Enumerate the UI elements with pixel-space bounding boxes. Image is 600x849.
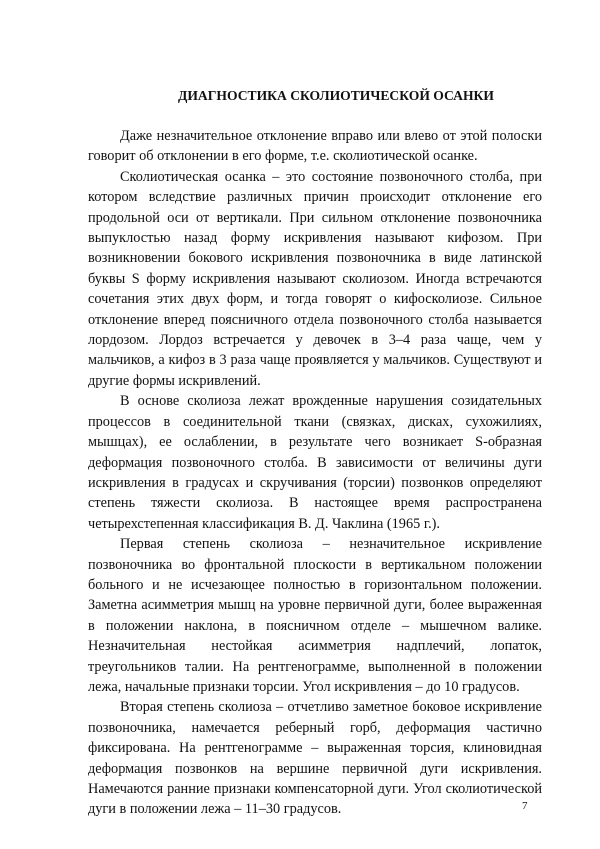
page-title: ДИАГНОСТИКА СКОЛИОТИЧЕСКОЙ ОСАНКИ (177, 88, 494, 103)
paragraph-scoliotic-posture: Сколиотическая осанка – это состояние позвоночного столба, при котором вследствие различных причин происходит отклонение его продольной оси от вертикали. При сильном отклонение позвоночника выпуклостью назад форму искривления называют кифозом. При возникновении бокового искривления позвоночника в виде латинской буквы S форму искривления называют сколиозом. Иногда встречаются сочетания этих двух форм, и тогда говорят о кифосколиозе. Сильное отклонение вперед поясничного отдела позвоночного столба называется лордозом. Лордоз встречается у девочек в 3–4 раза чаще, чем у мальчиков, а кифоз в 3 раза чаще проявляется у мальчиков. Существуют и другие формы искривлений. (88, 168, 542, 389)
paragraph-second-degree: Вторая степень сколиоза – отчетливо заметное боковое искривление позвоночника, намечается реберный горб, деформация частично фиксирована. На рентгенограмме – выраженная торсия, клиновидная деформация позвонков на вершине первичной дуги искривления. Намечаются ранние признаки компенсаторной дуги. Угол сколиотической дуги в положении лежа – 11–30 градусов. (88, 699, 542, 818)
paragraph-intro: Даже незначительное отклонение вправо или влево от этой полоски говорит об отклонении в его форме, т.е. сколиотической осанке. (88, 128, 542, 165)
page-number: 7 (522, 800, 528, 812)
paragraph-first-degree: Первая степень сколиоза – незначительное искривление позвоночника во фронтальной плоскости в вертикальном положении больного и не исчезающее полностью в горизонтальном положении. Заметна асимметрия мышц на уровне первичной дуги, более выраженная в положении наклона, в поясничном отделе – мышечном валике. Незначительная нестойкая асимметрия надплечий, лопаток, треугольников талии. На рентгенограмме, выполненной в положении лежа, начальные признаки торсии. Угол искривления – до 10 градусов. (88, 536, 542, 695)
body-text (88, 126, 542, 820)
paragraph-scoliosis-causes: В основе сколиоза лежат врожденные нарушения созидательных процессов в соединительной ткани (связках, дисках, сухожилиях, мышцах), ее ослаблении, в результате чего возникает S-образная деформация позвоночного столба. В зависимости от величины дуги искривления в градусах и скручивания (торсии) позвонков определяют степень тяжести сколиоза. В настоящее время распространена четырехстепенная классификация В. Д. Чаклина (1965 г.). (88, 393, 542, 532)
